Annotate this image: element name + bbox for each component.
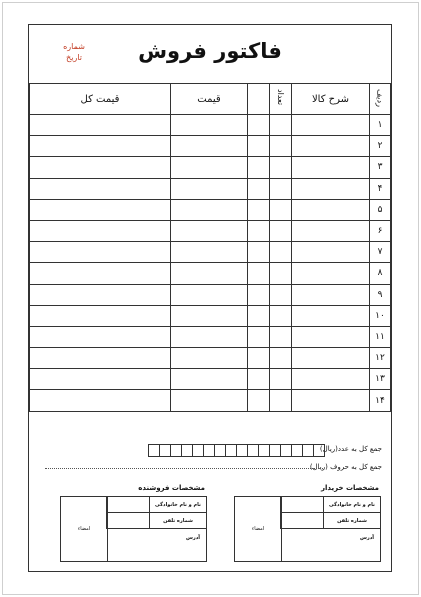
digit-box[interactable] (302, 444, 314, 457)
buyer-phone-field[interactable] (280, 513, 380, 529)
total-price-cell[interactable] (30, 136, 171, 157)
total-price-cell[interactable] (30, 178, 171, 199)
digit-box[interactable] (225, 444, 237, 457)
sum-words-line[interactable] (45, 468, 323, 469)
row-number-cell: ۲ (370, 136, 391, 157)
seller-name-label: نام و نام خانوادگی (149, 497, 206, 512)
description-cell[interactable] (292, 305, 370, 326)
table-row (30, 115, 391, 136)
digit-box[interactable] (159, 444, 171, 457)
row-number-cell: ۴ (370, 178, 391, 199)
row-number-cell: ۱ (370, 115, 391, 136)
row-number-cell: ۹ (370, 284, 391, 305)
quantity-cell[interactable] (270, 115, 292, 136)
price-cell[interactable] (171, 263, 248, 284)
price-cell[interactable] (171, 136, 248, 157)
blank-cell[interactable] (248, 284, 270, 305)
total-price-cell[interactable] (30, 326, 171, 347)
table-row (30, 263, 391, 284)
price-cell[interactable] (171, 199, 248, 220)
table-row (30, 305, 391, 326)
price-cell[interactable] (171, 305, 248, 326)
invoice-number-label: شماره (63, 42, 85, 51)
table-row (30, 369, 391, 390)
description-cell[interactable] (292, 284, 370, 305)
table-row (30, 390, 391, 411)
quantity-cell[interactable] (270, 369, 292, 390)
blank-cell[interactable] (248, 220, 270, 241)
digit-box[interactable] (280, 444, 292, 457)
buyer-section-title: مشخصات خریدار (321, 484, 379, 492)
blank-cell[interactable] (248, 369, 270, 390)
description-cell[interactable] (292, 199, 370, 220)
sum-numbers-label: جمع کل به عدد(ریال) (319, 445, 382, 453)
total-price-cell[interactable] (30, 157, 171, 178)
items-table (29, 83, 391, 412)
seller-signature-label: امضاء (77, 526, 91, 532)
description-cell[interactable] (292, 390, 370, 411)
total-price-cell[interactable] (30, 199, 171, 220)
total-price-cell[interactable] (30, 220, 171, 241)
column-header-price: قیمت (171, 84, 248, 115)
buyer-signature-label: امضاء (251, 526, 265, 532)
price-cell[interactable] (171, 242, 248, 263)
quantity-cell[interactable] (270, 136, 292, 157)
column-header-row-number: ردیف (370, 84, 391, 115)
price-cell[interactable] (171, 390, 248, 411)
row-number-cell: ۵ (370, 199, 391, 220)
page-title: فاکتور فروش (138, 39, 282, 63)
digit-box[interactable] (291, 444, 303, 457)
quantity-cell[interactable] (270, 390, 292, 411)
price-cell[interactable] (171, 115, 248, 136)
column-header-quantity: تعداد (270, 84, 292, 115)
digit-box[interactable] (236, 444, 248, 457)
row-number-cell: ۱۳ (370, 369, 391, 390)
digit-box[interactable] (192, 444, 204, 457)
table-row (30, 242, 391, 263)
invoice-date-label: تاریخ (66, 53, 82, 62)
table-row (30, 220, 391, 241)
total-price-cell[interactable] (30, 348, 171, 369)
description-cell[interactable] (292, 242, 370, 263)
digit-box[interactable] (181, 444, 193, 457)
price-cell[interactable] (171, 220, 248, 241)
description-cell[interactable] (292, 157, 370, 178)
description-cell[interactable] (292, 178, 370, 199)
digit-box[interactable] (148, 444, 160, 457)
total-price-cell[interactable] (30, 305, 171, 326)
blank-cell[interactable] (248, 136, 270, 157)
buyer-name-label: نام و نام خانوادگی (323, 497, 380, 512)
blank-cell[interactable] (248, 305, 270, 326)
description-cell[interactable] (292, 326, 370, 347)
seller-name-field[interactable] (106, 497, 206, 513)
table-row (30, 284, 391, 305)
description-cell[interactable] (292, 263, 370, 284)
row-number-cell: ۷ (370, 242, 391, 263)
table-row (30, 326, 391, 347)
total-price-cell[interactable] (30, 242, 171, 263)
digit-box[interactable] (214, 444, 226, 457)
quantity-cell[interactable] (270, 199, 292, 220)
row-number-cell: ۱۰ (370, 305, 391, 326)
blank-cell[interactable] (248, 178, 270, 199)
column-header-blank (248, 84, 270, 115)
invoice-footer (29, 426, 391, 571)
digit-box[interactable] (203, 444, 215, 457)
seller-phone-field[interactable] (106, 513, 206, 529)
table-row (30, 178, 391, 199)
total-price-cell[interactable] (30, 284, 171, 305)
price-cell[interactable] (171, 284, 248, 305)
description-cell[interactable] (292, 136, 370, 157)
row-number-cell: ۳ (370, 157, 391, 178)
seller-phone-label: شماره تلفن (149, 513, 206, 528)
digit-box[interactable] (313, 444, 325, 457)
total-price-cell[interactable] (30, 390, 171, 411)
quantity-cell[interactable] (270, 157, 292, 178)
seller-panel (60, 496, 207, 562)
sum-words-label: جمع کل به حروف (ریال) (309, 463, 382, 471)
blank-cell[interactable] (248, 157, 270, 178)
quantity-cell[interactable] (270, 242, 292, 263)
table-header-row (30, 84, 391, 115)
description-cell[interactable] (292, 369, 370, 390)
buyer-address-label: آدرس (359, 535, 374, 541)
table-row (30, 199, 391, 220)
seller-section-title: مشخصات فروشنده (138, 484, 205, 492)
table-row (30, 157, 391, 178)
column-header-total-price: قیمت کل (30, 84, 171, 115)
seller-signature-box[interactable] (61, 497, 108, 561)
blank-cell[interactable] (248, 348, 270, 369)
digit-box[interactable] (269, 444, 281, 457)
buyer-phone-label: شماره تلفن (323, 513, 380, 528)
description-cell[interactable] (292, 220, 370, 241)
row-number-cell: ۱۱ (370, 326, 391, 347)
quantity-cell[interactable] (270, 263, 292, 284)
description-cell[interactable] (292, 348, 370, 369)
quantity-cell[interactable] (270, 220, 292, 241)
digit-box[interactable] (170, 444, 182, 457)
blank-cell[interactable] (248, 115, 270, 136)
quantity-cell[interactable] (270, 326, 292, 347)
digit-box[interactable] (247, 444, 259, 457)
description-cell[interactable] (292, 115, 370, 136)
blank-cell[interactable] (248, 199, 270, 220)
price-cell[interactable] (171, 178, 248, 199)
table-row (30, 348, 391, 369)
blank-cell[interactable] (248, 242, 270, 263)
price-cell[interactable] (171, 369, 248, 390)
buyer-panel (234, 496, 381, 562)
price-cell[interactable] (171, 157, 248, 178)
quantity-cell[interactable] (270, 284, 292, 305)
buyer-signature-box[interactable] (235, 497, 282, 561)
price-cell[interactable] (171, 348, 248, 369)
total-price-cell[interactable] (30, 263, 171, 284)
blank-cell[interactable] (248, 263, 270, 284)
digit-box[interactable] (258, 444, 270, 457)
table-row (30, 136, 391, 157)
sum-numbers-boxes[interactable] (149, 444, 325, 457)
seller-address-label: آدرس (185, 535, 200, 541)
quantity-cell[interactable] (270, 305, 292, 326)
row-number-cell: ۸ (370, 263, 391, 284)
column-header-description: شرح کالا (292, 84, 370, 115)
price-cell[interactable] (171, 326, 248, 347)
blank-cell[interactable] (248, 390, 270, 411)
buyer-name-field[interactable] (280, 497, 380, 513)
blank-cell[interactable] (248, 326, 270, 347)
invoice-meta (59, 41, 89, 63)
row-number-cell: ۱۴ (370, 390, 391, 411)
quantity-cell[interactable] (270, 348, 292, 369)
quantity-cell[interactable] (270, 178, 292, 199)
invoice-form (28, 24, 392, 572)
row-number-cell: ۱۲ (370, 348, 391, 369)
total-price-cell[interactable] (30, 115, 171, 136)
total-price-cell[interactable] (30, 369, 171, 390)
row-number-cell: ۶ (370, 220, 391, 241)
